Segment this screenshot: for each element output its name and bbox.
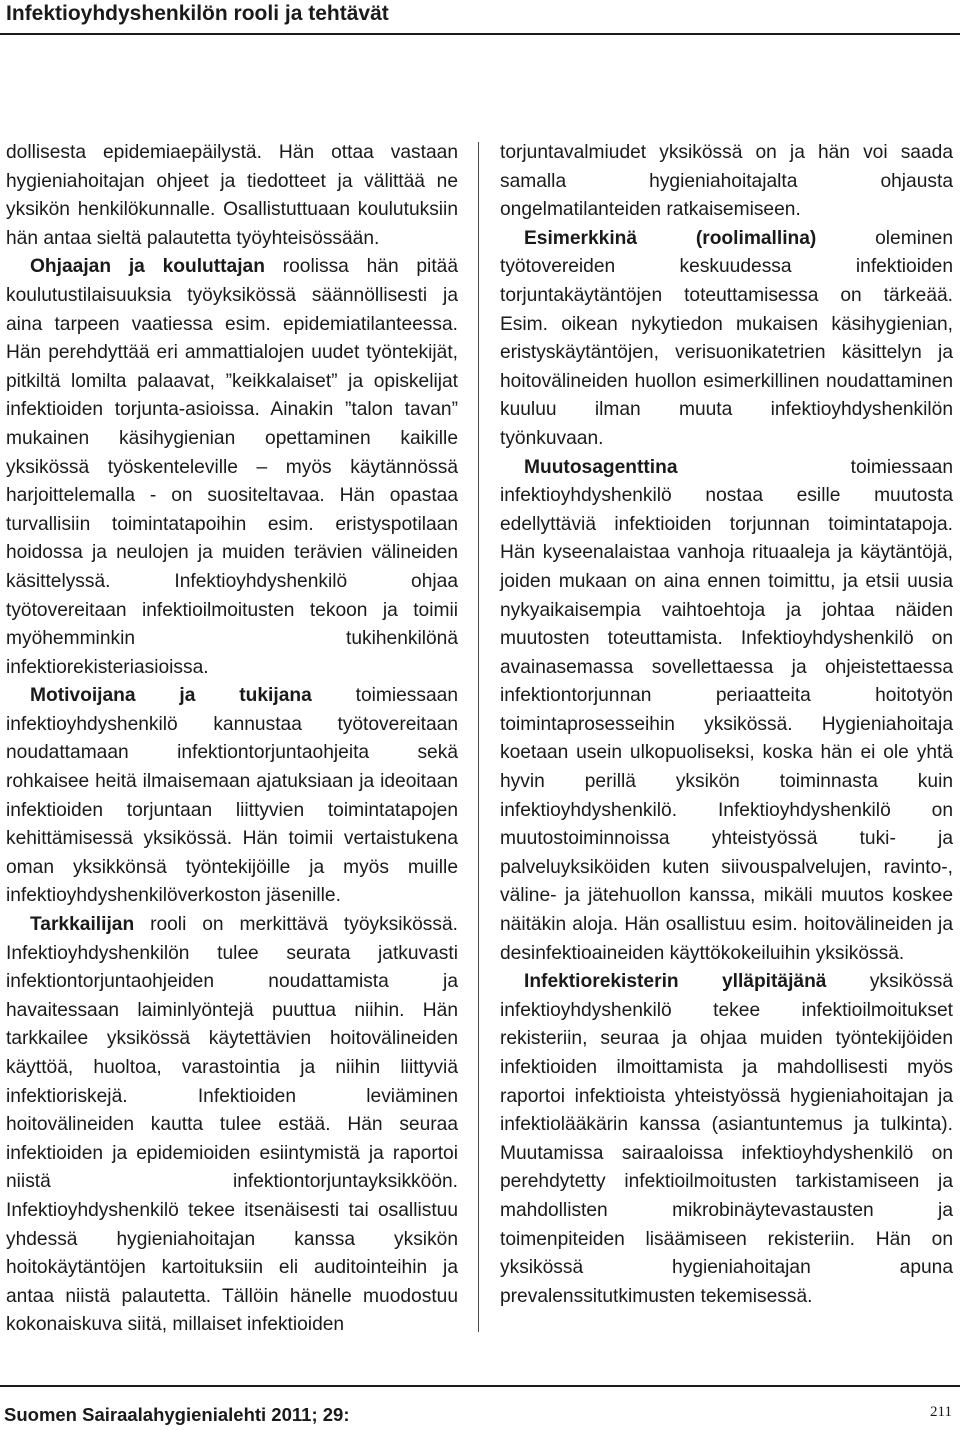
paragraph-continuation [500, 139, 953, 225]
header-divider [0, 33, 960, 35]
paragraph-lead: Muutosagenttina [524, 456, 678, 478]
paragraph-esimerkki [500, 225, 953, 454]
paragraph-motivoija [6, 682, 458, 911]
paragraph-tarkkailija [6, 911, 458, 1340]
page-number: 211 [930, 1404, 952, 1420]
paragraph-text: rooli on merkittävä työyksikössä. Infektioyhdyshenkilön tulee seurata jatkuvasti infektiontorjuntaohjeiden noudattamista ja havaitessaan laiminlyöntejä puuttua niihin. Hän tarkkailee yksikössä käytettävien hoitovälineiden käyttöä, huoltoa, varastointia ja niihin liittyviä infektioriskejä. Infektioiden leviäminen hoitovälineiden kautta tulee estää. Hän seuraa infektioiden ja epidemioiden esiintymistä ja raportoi niistä infektiontorjuntayksikköön. Infektioyhdyshenkilö tekee itsenäisesti tai osallistuu yhdessä hygieniahoitajan kanssa yksikön hoitokäytäntöjen kartoituksiin eli auditointeihin ja antaa niistä palautetta. Tällöin hänelle muodostuu kokonaiskuva siitä, millaiset infektioiden [6, 914, 458, 1336]
paragraph-infektiorekisteri [500, 968, 953, 1311]
paragraph-text: dollisesta epidemiaepäilystä. Hän ottaa vastaan hygieniahoitajan ohjeet ja tiedotteet ja välittää ne yksikön henkilökunnalle. Osallistuttuaan koulutuksiin hän antaa sieltä palautetta työyhteisössään. [6, 142, 458, 249]
paragraph-lead: Infektiorekisterin ylläpitäjänä [524, 971, 827, 993]
paragraph-ohjaaja [6, 253, 458, 682]
paragraph-muutosagentti [500, 454, 953, 969]
paragraph-text: toimiessaan infektioyhdyshenkilö nostaa esille muutosta edellyttäviä infektioiden torjunnan toimintatapoja. Hän kyseenalaistaa vanhoja rituaaleja ja käytäntöjä, joiden mukaan on aina ennen toimittu, ja etsii uusia nykyaikaisempia vaihtoehtoja ja johtaa näiden muutosten toteuttamista. Infektioyhdyshenkilö on avainasemassa sovellettaessa ja ohjeistettaessa infektiontorjunnan periaatteita hoitotyön toimintaprosesseihin yksikössä. Hygieniahoitaja koetaan usein ulkopuoliseksi, koska hän ei ole yhtä hyvin perillä yksikön toiminnasta kuin infektioyhdyshenkilö. Infektioyhdyshenkilö on muutostoiminnoissa yhteistyössä tuki- ja palveluyksiköiden kuten siivouspalvelujen, ravinto-, väline- ja jätehuollon kanssa, mikäli muutos koskee näitäkin aloja. Hän osallistuu esim. hoitovälineiden ja desinfektioaineiden käyttökokeiluihin yksikössä. [500, 456, 953, 964]
left-text-column [6, 139, 458, 1340]
column-divider [478, 142, 479, 1332]
paragraph-text: oleminen työtovereiden keskuudessa infektioiden torjuntakäytäntöjen toteuttamisessa on tärkeää. Esim. oikean nykytiedon mukaisen käsihygienian, eristyskäytäntöjen, verisuonikatetrien käsittelyn ja hoitovälineiden huollon esimerkillinen noudattaminen kuuluu ilman muuta infektioyhdyshenkilön työnkuvaan. [500, 227, 953, 449]
paragraph-text: roolissa hän pitää koulutustilaisuuksia työyksikössä säännöllisesti ja aina tarpeen vaatiessa esim. epidemiatilanteessa. Hän perehdyttää eri ammattialojen uudet työntekijät, pitkiltä lomilta palaavat, ”keikkalaiset” ja opiskelijat infektioiden torjunta-asioissa. Ainakin ”talon tavan” mukainen käsihygienian opettaminen kaikille yksikössä työskenteleville – myös käytännössä harjoittelemalla - on suositeltavaa. Hän opastaa turvallisiin toimintatapoihin esim. eristyspotilaan hoidossa ja neulojen ja muiden terävien välineiden käsittelyssä. Infektioyhdyshenkilö ohjaa työtovereitaan infektioilmoitusten tekoon ja toimii myöhemminkin tukihenkilönä infektiorekisteriasioissa. [6, 256, 458, 678]
paragraph-continuation [6, 139, 458, 253]
running-header-title: Infektioyhdyshenkilön rooli ja tehtävät [6, 2, 389, 25]
paragraph-lead: Esimerkkinä (roolimallina) [524, 227, 817, 249]
paragraph-text: toimiessaan infektioyhdyshenkilö kannustaa työtovereitaan noudattamaan infektiontorjuntaohjeita sekä rohkaisee heitä ilmaisemaan ajatuksiaan ja ideoitaan infektioiden torjuntaan liittyvien toimintatapojen kehittämisessä yksikössä. Hän toimii vertaistukena oman yksikkönsä työntekijöille ja myös muille infektioyhdyshenkilöverkoston jäsenille. [6, 685, 459, 907]
paragraph-text: yksikössä infektioyhdyshenkilö tekee infektioilmoitukset rekisteriin, seuraa ja ohjaa muiden työntekijöiden infektioiden ilmoittamista ja mahdollisesti myös raportoi infektioista yhteistyössä hygieniahoitajan ja infektiolääkärin kanssa (asiantuntemus ja tulkinta). Muutamissa sairaaloissa infektioyhdyshenkilö on perehdytetty infektioilmoitusten tarkistamiseen ja mahdollisten mikrobinäytevastausten ja toimenpiteiden lisäämiseen rekisteriin. Hän on yksikössä hygieniahoitajan apuna prevalenssitutkimusten tekemisessä. [500, 971, 953, 1307]
paragraph-text: torjuntavalmiudet yksikössä on ja hän voi saada samalla hygieniahoitajalta ohjausta ongelmatilanteiden ratkaisemiseen. [500, 142, 953, 221]
footer-divider [0, 1385, 960, 1387]
right-text-column [500, 139, 953, 1311]
paragraph-lead: Ohjaajan ja kouluttajan [30, 256, 265, 278]
paragraph-lead: Tarkkailijan [30, 914, 135, 936]
paragraph-lead: Motivoijana ja tukijana [30, 685, 312, 707]
footer-journal-citation: Suomen Sairaalahygienialehti 2011; 29: [4, 1404, 350, 1425]
